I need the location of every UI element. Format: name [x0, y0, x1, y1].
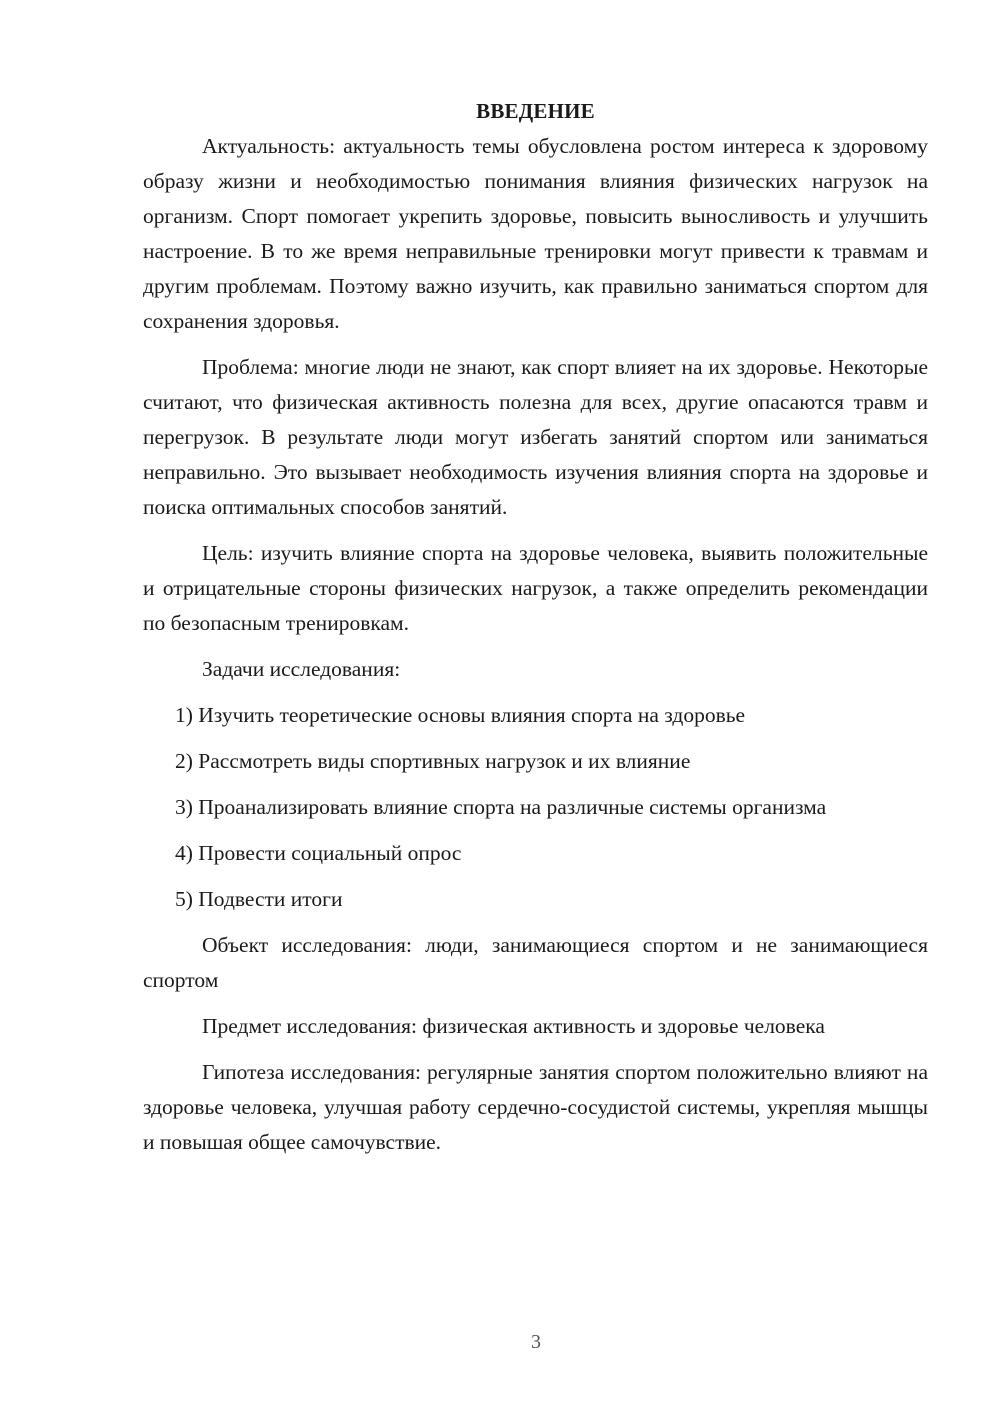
task-item-4: 4) Провести социальный опрос: [175, 841, 462, 865]
subject-paragraph: Предмет исследования: физическая активность и здоровье человека: [202, 1014, 825, 1038]
problem-paragraph: Проблема: многие люди не знают, как спорт влияет на их здоровье. Некоторые считают, что физическая активность полезна для всех, другие опасаются травм и перегрузок. В результате люди могут избегать занятий спортом или заниматься неправильно. Это вызывает необходимость изучения влияния спорта на здоровье и поиска оптимальных способов занятий.: [143, 355, 928, 519]
hypothesis-paragraph: Гипотеза исследования: регулярные занятия спортом положительно влияют на здоровье человека, улучшая работу сердечно-сосудистой системы, укрепляя мышцы и повышая общее самочувствие.: [143, 1060, 928, 1154]
tasks-heading: Задачи исследования:: [202, 657, 401, 681]
task-item-3: 3) Проанализировать влияние спорта на различные системы организма: [175, 795, 827, 819]
goal-paragraph: Цель: изучить влияние спорта на здоровье человека, выявить положительные и отрицательные стороны физических нагрузок, а также определить рекомендации по безопасным тренировкам.: [143, 541, 928, 635]
object-paragraph: Объект исследования: люди, занимающиеся спортом и не занимающиеся спортом: [143, 933, 928, 992]
page-number: 3: [531, 1331, 541, 1353]
task-item-5: 5) Подвести итоги: [175, 887, 343, 911]
document-page: [143, 94, 928, 1160]
task-item-2: 2) Рассмотреть виды спортивных нагрузок и их влияние: [175, 749, 691, 773]
relevance-paragraph: Актуальность: актуальность темы обусловлена ростом интереса к здоровому образу жизни и необходимостью понимания влияния физических нагрузок на организм. Спорт помогает укрепить здоровье, повысить выносливость и улучшить настроение. В то же время неправильные тренировки могут привести к травмам и другим проблемам. Поэтому важно изучить, как правильно заниматься спортом для сохранения здоровья.: [143, 134, 928, 333]
task-item-1: 1) Изучить теоретические основы влияния спорта на здоровье: [175, 703, 746, 727]
page-title: ВВЕДЕНИЕ: [476, 99, 595, 123]
